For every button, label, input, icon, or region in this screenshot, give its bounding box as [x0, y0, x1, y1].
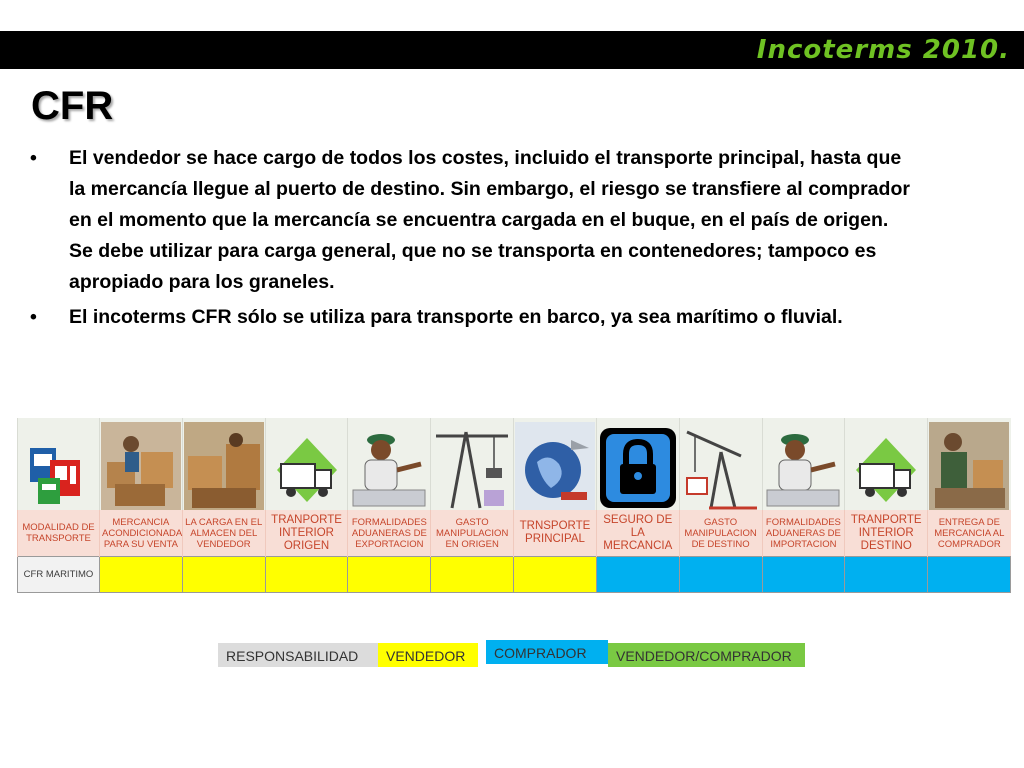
legend-seller-buyer: VENDEDOR/COMPRADOR [608, 643, 805, 667]
top-banner [0, 31, 1024, 69]
responsibility-cell [431, 557, 514, 593]
brand-title: Incoterms 2010. [756, 35, 1010, 65]
slide-title: CFR [31, 84, 114, 128]
icon-cell-almacen [182, 418, 265, 510]
customs-officer-icon [763, 426, 843, 510]
boxes-workers-icon [101, 422, 181, 510]
responsibility-cell [596, 557, 679, 593]
column-label: TRANPORTE INTERIOR DESTINO [845, 510, 928, 557]
icon-cell-manipulacion-origen [431, 418, 514, 510]
legend-responsibility: RESPONSABILIDAD [218, 643, 378, 667]
legend-seller: VENDEDOR [378, 643, 478, 667]
responsibility-cell [679, 557, 762, 593]
icon-cell-transporte-principal [514, 418, 597, 510]
responsibility-cell [845, 557, 928, 593]
incoterms-table [17, 418, 1011, 593]
responsibility-cell [182, 557, 265, 593]
cfr-row [18, 557, 1011, 593]
globe-transport-icon [515, 422, 595, 510]
customs-officer-icon [349, 426, 429, 510]
column-label: GASTO MANIPULACION EN ORIGEN [431, 510, 514, 557]
mode-icon-cell [18, 418, 100, 510]
legend [218, 643, 805, 667]
icon-cell-manipulacion-destino [679, 418, 762, 510]
icon-row [18, 418, 1011, 510]
bullet-marker: • [30, 306, 37, 328]
legend-buyer: COMPRADOR [486, 640, 608, 664]
icon-cell-transporte-destino [845, 418, 928, 510]
icon-cell-aduana-import [762, 418, 845, 510]
column-label: ENTREGA DE MERCANCIA AL COMPRADOR [928, 510, 1011, 557]
legend-gap [478, 643, 486, 667]
crane-icon [681, 422, 761, 510]
column-label: TRNSPORTE PRINCIPAL [514, 510, 597, 557]
responsibility-cell [100, 557, 183, 593]
label-row [18, 510, 1011, 557]
responsibility-cell [514, 557, 597, 593]
responsibility-cell [928, 557, 1011, 593]
bullet-item [30, 143, 910, 298]
bullet-item [30, 302, 910, 333]
bullet-text: El incoterms CFR sólo se utiliza para transporte en barco, ya sea marítimo o fluvial. [69, 306, 843, 328]
icon-cell-mercancia [100, 418, 183, 510]
icon-cell-entrega [928, 418, 1011, 510]
column-label: MERCANCIA ACONDICIONADA PARA SU VENTA [100, 510, 183, 557]
column-label: SEGURO DE LA MERCANCIA [596, 510, 679, 557]
bullet-marker: • [30, 147, 37, 169]
column-label: TRANPORTE INTERIOR ORIGEN [265, 510, 348, 557]
padlock-icon [598, 426, 678, 510]
truck-icon [846, 430, 926, 510]
icon-cell-aduana-export [348, 418, 431, 510]
responsibility-cell [348, 557, 431, 593]
crane-icon [432, 422, 512, 510]
mode-header: MODALIDAD DE TRANSPORTE [18, 510, 100, 557]
icon-cell-seguro [596, 418, 679, 510]
column-label: LA CARGA EN EL ALMACEN DEL VENDEDOR [182, 510, 265, 557]
responsibility-cell [265, 557, 348, 593]
column-label: FORMALIDADES ADUANERAS DE EXPORTACION [348, 510, 431, 557]
column-label: GASTO MANIPULACION DE DESTINO [679, 510, 762, 557]
column-label: FORMALIDADES ADUANERAS DE IMPORTACION [762, 510, 845, 557]
bullet-list [30, 143, 910, 337]
warehouse-loading-icon [184, 422, 264, 510]
truck-icon [267, 430, 347, 510]
row-label: CFR MARITIMO [18, 557, 100, 593]
responsibility-cell [762, 557, 845, 593]
transport-mode-icon [24, 430, 94, 510]
icon-cell-transporte-origen [265, 418, 348, 510]
bullet-text: El vendedor se hace cargo de todos los costes, incluido el transporte principal, hasta que la mercancía llegue al puerto de destino. Sin embargo, el riesgo se transfiere al comprador en el momento que la mercancía se encuentra cargada en el buque, en el país de origen. Se debe utilizar para carga general, que no se transporta en contenedores; tampoco es apropiado para los graneles. [69, 147, 910, 293]
delivery-worker-icon [929, 422, 1009, 510]
